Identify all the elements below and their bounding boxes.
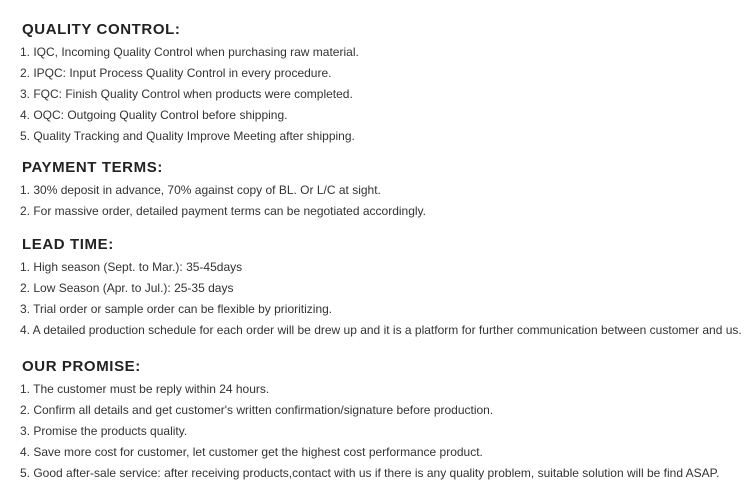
list-item: 1. IQC, Incoming Quality Control when purchasing raw material.: [20, 45, 359, 59]
list-item: 2. For massive order, detailed payment terms can be negotiated accordingly.: [20, 204, 426, 218]
list-item: 4. OQC: Outgoing Quality Control before shipping.: [20, 108, 288, 122]
list-item: 3. Trial order or sample order can be flexible by prioritizing.: [20, 302, 333, 316]
list-item: 1. The customer must be reply within 24 hours.: [20, 382, 270, 396]
list-item: 1. 30% deposit in advance, 70% against copy of BL. Or L/C at sight.: [20, 183, 381, 197]
quality-control-list: [20, 42, 359, 147]
payment-terms-list: [20, 180, 426, 222]
list-item: 2. Low Season (Apr. to Jul.): 25-35 days: [20, 281, 234, 295]
our-promise-list: [20, 379, 719, 484]
list-item: 4. A detailed production schedule for each order will be drew up and it is a platform for further communication between customer and us.: [20, 323, 742, 337]
lead-time-list: [20, 257, 742, 341]
our-promise-heading: OUR PROMISE:: [22, 358, 141, 375]
list-item: 3. FQC: Finish Quality Control when products were completed.: [20, 87, 353, 101]
list-item: 1. High season (Sept. to Mar.): 35-45days: [20, 260, 243, 274]
list-item: 5. Good after-sale service: after receiving products,contact with us if there is any quality problem, suitable solution will be find ASAP.: [20, 466, 720, 480]
list-item: 5. Quality Tracking and Quality Improve Meeting after shipping.: [20, 129, 355, 143]
payment-terms-heading: PAYMENT TERMS:: [22, 159, 163, 176]
list-item: 3. Promise the products quality.: [20, 424, 188, 438]
list-item: 2. Confirm all details and get customer's written confirmation/signature before production.: [20, 403, 494, 417]
quality-control-heading: QUALITY CONTROL:: [22, 21, 181, 38]
lead-time-heading: LEAD TIME:: [22, 236, 114, 253]
list-item: 4. Save more cost for customer, let customer get the highest cost performance product.: [20, 445, 483, 459]
list-item: 2. IPQC: Input Process Quality Control in every procedure.: [20, 66, 332, 80]
